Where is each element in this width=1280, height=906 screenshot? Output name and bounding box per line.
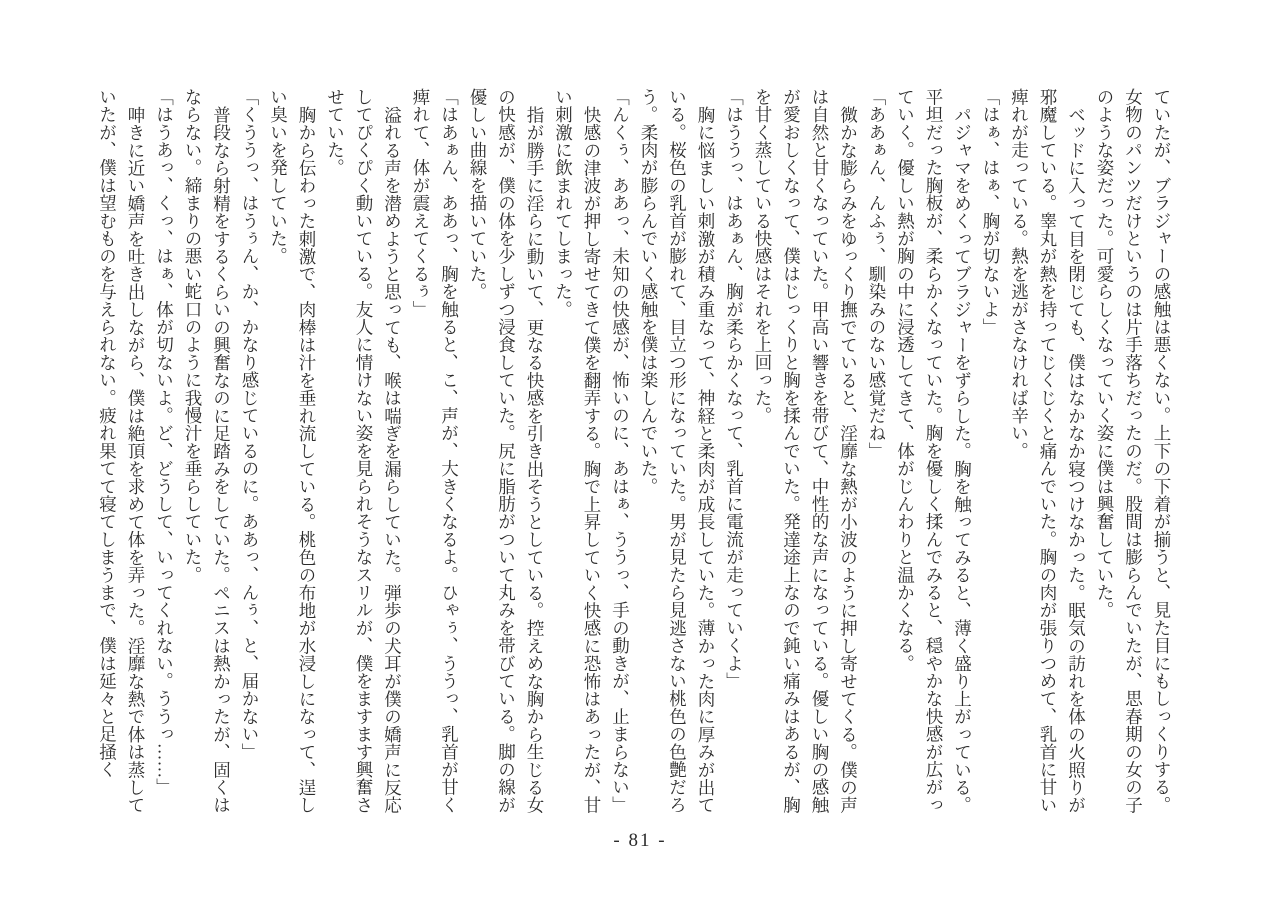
paragraph: 「んくぅ、ああっ、未知の快感が、怖いのに、あはぁ、ううっ、手の動きが、止まらない」 [610, 88, 631, 814]
paragraph: パジャマをめくってブラジャーをずらした。胸を触ってみると、薄く盛り上がっている。平坦だった胸板が、柔らかくなっていた。胸を優しく揉んでみると、穏やかな快感が広がっていく。優しい熱が胸の中に浸透してきて、体がじんわりと温かくなる。 [895, 88, 973, 814]
paragraph: 「はあぁん、ああっ、胸を触ると、こ、声が、大きくなるよ。ひゃぅ、ううっ、乳首が甘く痺れて、体が震えてくるぅ」 [411, 88, 460, 814]
paragraph: 「くううっ、はうぅん、か、かなり感じているのに。ああっ、んぅ、と、届かない」 [240, 88, 260, 761]
paragraph: 胸に悩ましい刺激が積み重なって、神経と柔肉が成長していた。薄かった肉に厚みが出ている。桜色の乳首が膨れて、目立つ形になっていた。男が見たら見逃さない桃色の色艶だろう。柔肉が膨らんでいく感触を僕は楽しんでいた。 [639, 88, 716, 814]
paragraph: 呻きに近い嬌声を吐き出しながら、僕は絶頂を求めて体を弄った。淫靡な熱で体は蒸していたが、僕は望むものを与えられない。疲れ果てて寝てしまうまで、僕は延々と足掻く [97, 88, 146, 814]
paragraph: 快感の津波が押し寄せてきて僕を翻弄する。胸で上昇していく快感に恐怖はあったが、甘い刺激に飲まれてしまった。 [553, 88, 602, 814]
paragraph: 「はううっ、はあぁん、胸が柔らかくなって、乳首に電流が走っていくよ」 [724, 88, 745, 690]
paragraph: 微かな膨らみをゆっくり撫でていると、淫靡な熱が小波のように押し寄せてくる。僕の声は自然と甘くなっていた。甲高い響きを帯びて、中性的な声になっている。優しい胸の感触が愛おしくなって、僕はじっくりと胸を揉んでいた。発達途上なので鈍い痛みはあるが、胸を甘く蒸している快感はそれを上回った。 [753, 88, 859, 814]
paragraph: 「はぁ、はぁ、胸が切ないよ」 [981, 88, 1001, 336]
paragraph: 「はうあっ、くっ、はぁ、体が切ないよ。ど、どうして、いってくれない。ううっ……」 [154, 88, 175, 796]
paragraph: 普段なら射精をするくらいの興奮なのに足踏みをしていた。ペニスは熱かったが、固くはならない。締まりの悪い蛇口のように我慢汁を垂らしていた。 [183, 88, 232, 814]
paragraph: ベッドに入って目を閉じても、僕はなかなか寝つけなかった。眠気の訪れを体の火照りが邪魔している。睾丸が熱を持ってじくじくと痛んでいた。胸の肉が張りつめて、乳首に甘い痺れが走っている。熱を逃がさなければ辛い。 [1009, 88, 1087, 814]
vertical-text-body [90, 88, 1176, 822]
page-number: - 81 - [613, 830, 667, 851]
paragraph: ていたが、ブラジャーの感触は悪くない。上下の下着が揃うと、見た目にもしっくりする。女物のパンツだけというのは片手落ちだったのだ。股間は膨らんでいたが、思春期の女の子のような姿だった。可愛らしくなっていく姿に僕は興奮していた。 [1095, 88, 1172, 814]
paragraph: 胸から伝わった刺激で、肉棒は汁を垂れ流している。桃色の布地が水浸しになって、逞しい臭いを発していた。 [268, 88, 317, 814]
paragraph: 溢れる声を潜めようと思っても、喉は喘ぎを漏らしていた。弾歩の犬耳が僕の嬌声に反応してぴくぴく動いている。友人に情けない姿を見られそうなスリルが、僕をますます興奮させていた。 [325, 88, 403, 814]
paragraph: 指が勝手に淫らに動いて、更なる快感を引き出そうとしている。控えめな胸から生じる女の快感が、僕の体を少しずつ浸食していた。尻に脂肪がついて丸みを帯びている。脚の線が優しい曲線を描いていた。 [468, 88, 545, 814]
paragraph: 「ああぁん、んふぅ、馴染みのない感覚だね」 [867, 88, 887, 460]
